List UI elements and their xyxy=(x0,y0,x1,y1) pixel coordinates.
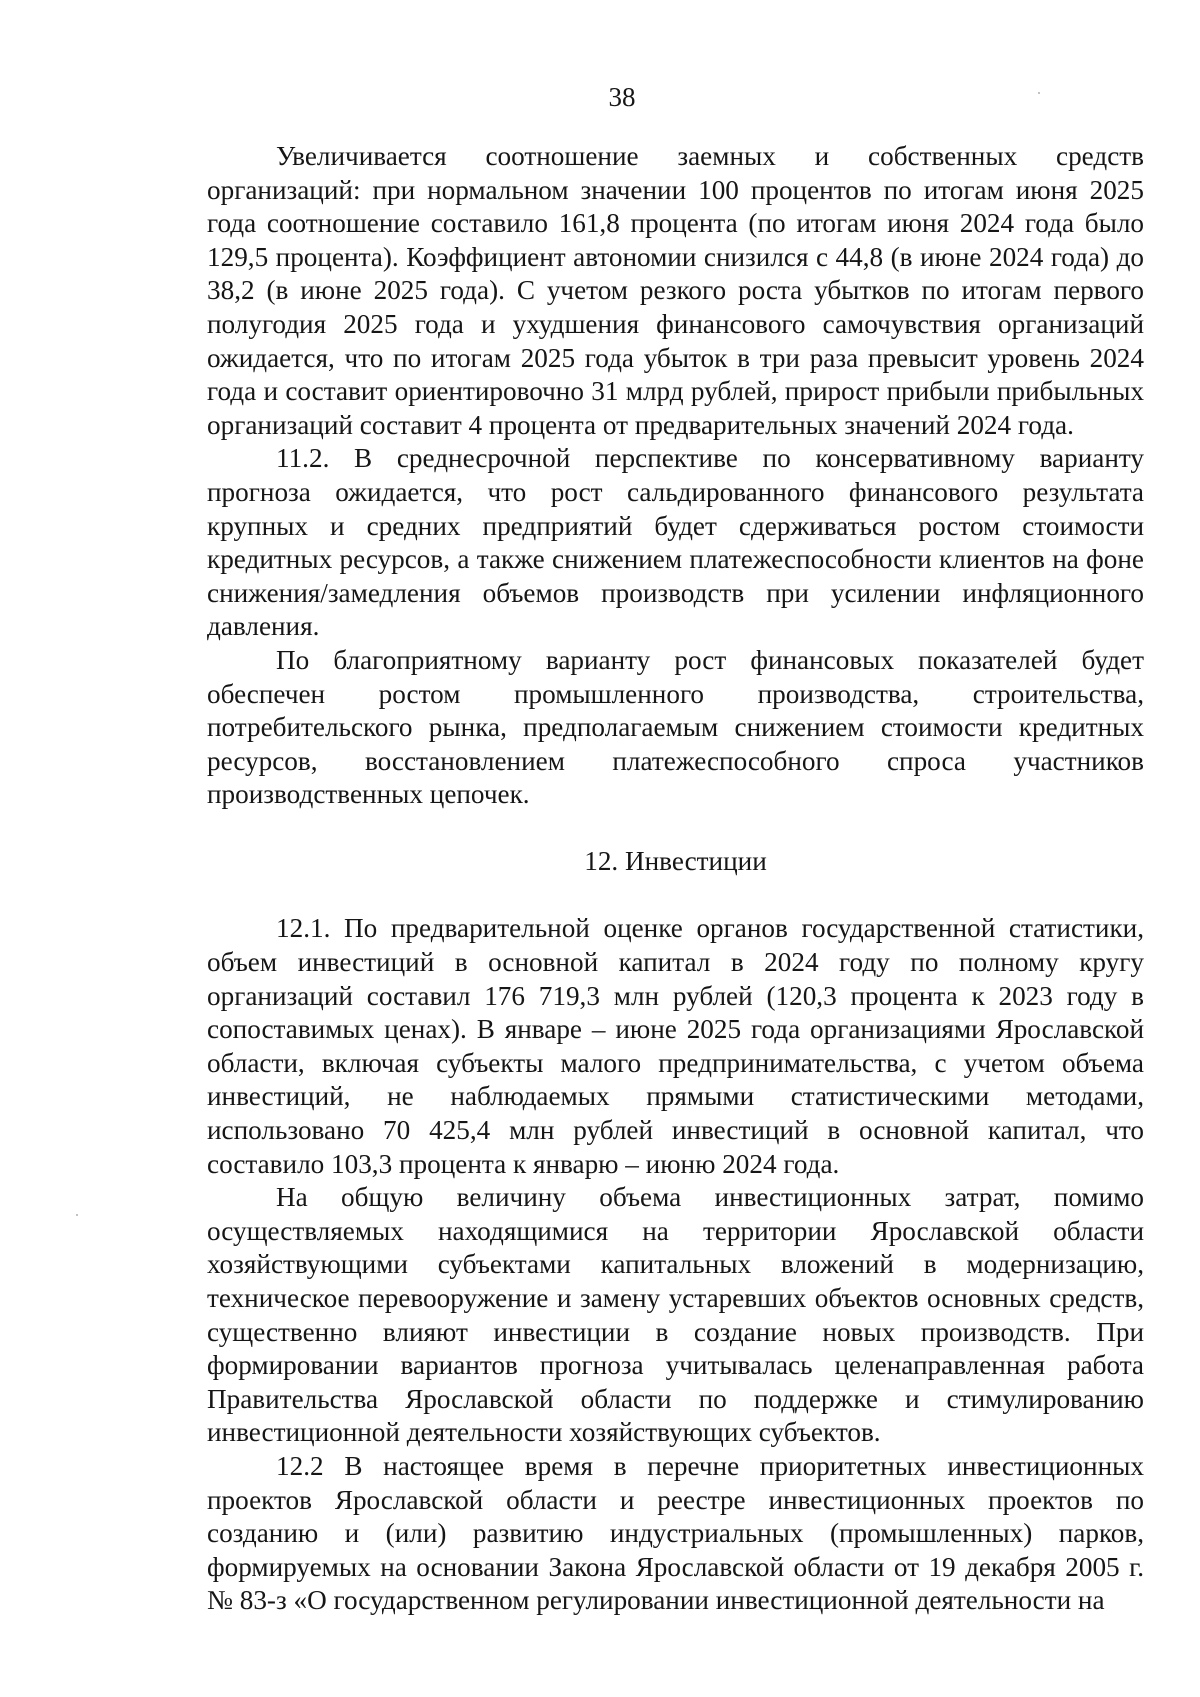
paragraph-investment-costs: На общую величину объема инвестиционных затрат, помимо осуществляемых находящимися на территории Ярославской области хозяйствующими субъектами капитальных вложений в модернизацию, техническое перевооружение и замену устаревших объектов основных средств, существенно влияют инвестиции в создание новых производств. При формировании вариантов прогноза учитывалась целенаправленная работа Правительства Ярославской области по поддержке и стимулированию инвестиционной деятельности хозяйствующих субъектов. xyxy=(207,1182,1144,1448)
section-heading-investments: 12. Инвестиции xyxy=(584,845,767,876)
paragraph-favorable-forecast: По благоприятному варианту рост финансовых показателей будет обеспечен ростом промышленного производства, строительства, потребительского рынка, предполагаемым снижением стоимости кредитных ресурсов, восстановлением платежеспособного спроса участников производственных цепочек. xyxy=(207,644,1144,810)
document-body xyxy=(207,140,1144,1618)
scan-speck xyxy=(1038,92,1040,94)
page-number: 38 xyxy=(608,82,636,112)
paragraph-11-2-conservative-forecast: 11.2. В среднесрочной перспективе по консервативному варианту прогноза ожидается, что рост сальдированного финансового результата крупных и средних предприятий будет сдерживаться ростом стоимости кредитных ресурсов, а также снижением платежеспособности клиентов на фоне снижения/замедления объемов производств при усилении инфляционного давления. xyxy=(207,443,1144,642)
paragraph-12-1-investment-volume: 12.1. По предварительной оценке органов государственной статистики, объем инвестиций в основной капитал в 2024 году по полному кругу организаций составил 176 719,3 млн рублей (120,3 процента к 2023 году в сопоставимых ценах). В январе – июне 2025 года организациями Ярославской области, включая субъекты малого предпринимательства, с учетом объема инвестиций, не наблюдаемых прямыми статистическими методами, использовано 70 425,4 млн рублей инвестиций в основной капитал, что составило 103,3 процента к январю – июню 2024 года. xyxy=(207,913,1144,1179)
paragraph-12-2-priority-projects: 12.2 В настоящее время в перечне приоритетных инвестиционных проектов Ярославской области и реестре инвестиционных проектов по созданию и (или) развитию индустриальных (промышленных) парков, формируемых на основании Закона Ярославской области от 19 декабря 2005 г. № 83-з «О государственном регулировании инвестиционной деятельности на xyxy=(207,1450,1144,1616)
paragraph-financial-ratios: Увеличивается соотношение заемных и собственных средств организаций: при нормальном значении 100 процентов по итогам июня 2025 года соотношение составило 161,8 процента (по итогам июня 2024 года было 129,5 процента). Коэффициент автономии снизился с 44,8 (в июне 2024 года) до 38,2 (в июне 2025 года). С учетом резкого роста убытков по итогам первого полугодия 2025 года и ухудшения финансового самочувствия организаций ожидается, что по итогам 2025 года убыток в три раза превысит уровень 2024 года и составит ориентировочно 31 млрд рублей, прирост прибыли прибыльных организаций составит 4 процента от предварительных значений 2024 года. xyxy=(207,141,1144,440)
scan-speck xyxy=(76,1214,78,1216)
